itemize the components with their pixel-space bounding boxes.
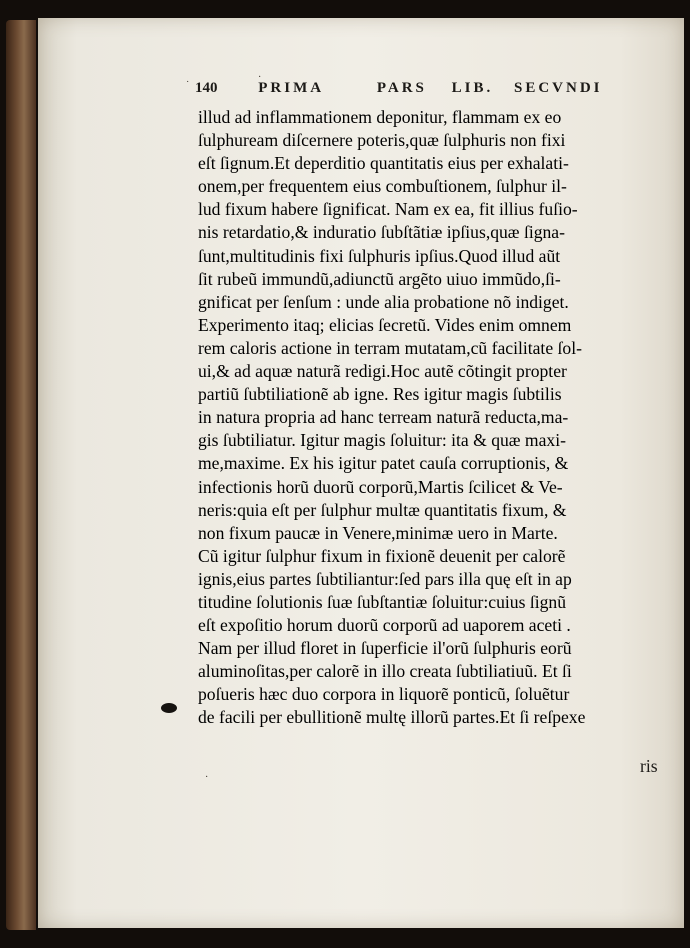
text-line: eſt expoſitio horum duorũ corporũ ad uaporem aceti . — [198, 615, 571, 636]
text-line: gis ſubtiliatur. Igitur magis ſoluitur: ita & quæ maxi- — [198, 430, 566, 451]
text-line: Cũ igitur ſulphur fixum in fixionẽ deuenit per calorẽ — [198, 545, 566, 566]
text-line: gnificat per ſenſum : unde alia probatione nõ indiget. — [198, 291, 569, 312]
text-line: lud fixum habere ſignificat. Nam ex ea, fit illius fuſio- — [198, 199, 578, 220]
ink-speck: · — [258, 72, 262, 83]
text-line: neris:quia eſt per ſulphur multæ quantitatis fixum, & — [198, 499, 567, 520]
text-line: nis retardatio,& induratio ſubſtãtiæ ipſius,quæ ſigna- — [198, 222, 565, 243]
running-head-word: PARS — [376, 80, 427, 96]
running-head-word: PRIMA — [258, 80, 325, 96]
text-line: rem caloris actione in terram mutatam,cũ facilitate ſol- — [198, 337, 582, 358]
text-line: ignis,eius partes ſubtiliantur:ſed pars illa quę eſt in ap — [198, 568, 572, 589]
text-line: partiũ ſubtiliationẽ ab igne. Res igitur magis ſubtilis — [198, 384, 562, 405]
text-line: illud ad inflammationem deponitur, flammam ex eo — [198, 107, 562, 127]
text-line: ſunt,multitudinis fixi ſulphuris ipſius.Quod illud aũt — [198, 245, 561, 266]
running-head-word: SECVNDI — [514, 80, 603, 96]
page-number: 140 — [195, 80, 218, 96]
text-line: infectionis horũ duorũ corporũ,Martis ſcilicet & Ve- — [198, 476, 563, 497]
running-head-word: LIB. — [451, 80, 494, 96]
catchword: ris — [640, 756, 658, 776]
text-line: eſt ſignum.Et deperditio quantitatis eius per exhalati- — [198, 153, 569, 174]
text-line: aluminoſitas,per calorẽ in illo creata ſubtiliatiuũ. Et ſi — [198, 661, 572, 682]
text-line: non fixum paucæ in Venere,minimæ uero in Marte. — [198, 522, 558, 543]
text-line: onem,per frequentem eius combuſtionem, ſulphur il- — [198, 176, 567, 197]
text-line: in natura propria ad hanc terream naturã reducta,ma- — [198, 407, 569, 428]
text-line: ui,& ad aquæ naturã redigi.Hoc autẽ cõtingit propter — [198, 361, 567, 382]
text-line: titudine ſolutionis ſuæ ſubſtantiæ ſoluitur:cuius ſignũ — [198, 591, 567, 612]
book-binding — [6, 20, 36, 930]
text-line: me,maxime. Ex his igitur patet cauſa corruptionis, & — [198, 453, 569, 474]
text-line: ſit rubeũ immundũ,adiunctũ argẽto uiuo immũdo,ſi- — [198, 268, 561, 289]
body-text — [198, 106, 670, 730]
text-line: Nam per illud floret in ſuperficie il'orũ ſulphuris eorũ — [198, 638, 572, 659]
text-line: de facili per ebullitionẽ multę illorũ partes.Et ſi reſpexe — [198, 707, 586, 728]
ink-speck: · — [205, 772, 209, 783]
text-line: Experimento itaq; elicias ſecretũ. Vides enim omnem — [198, 314, 572, 335]
ink-blot — [161, 703, 177, 713]
running-head — [195, 80, 625, 102]
ink-speck: ˙ — [186, 80, 190, 91]
text-line: poſueris hæc duo corpora in liquorẽ ponticũ, ſoluẽtur — [198, 684, 570, 705]
text-line: ſulphuream diſcernere poteris,quæ ſulphuris non fixi — [198, 130, 566, 151]
